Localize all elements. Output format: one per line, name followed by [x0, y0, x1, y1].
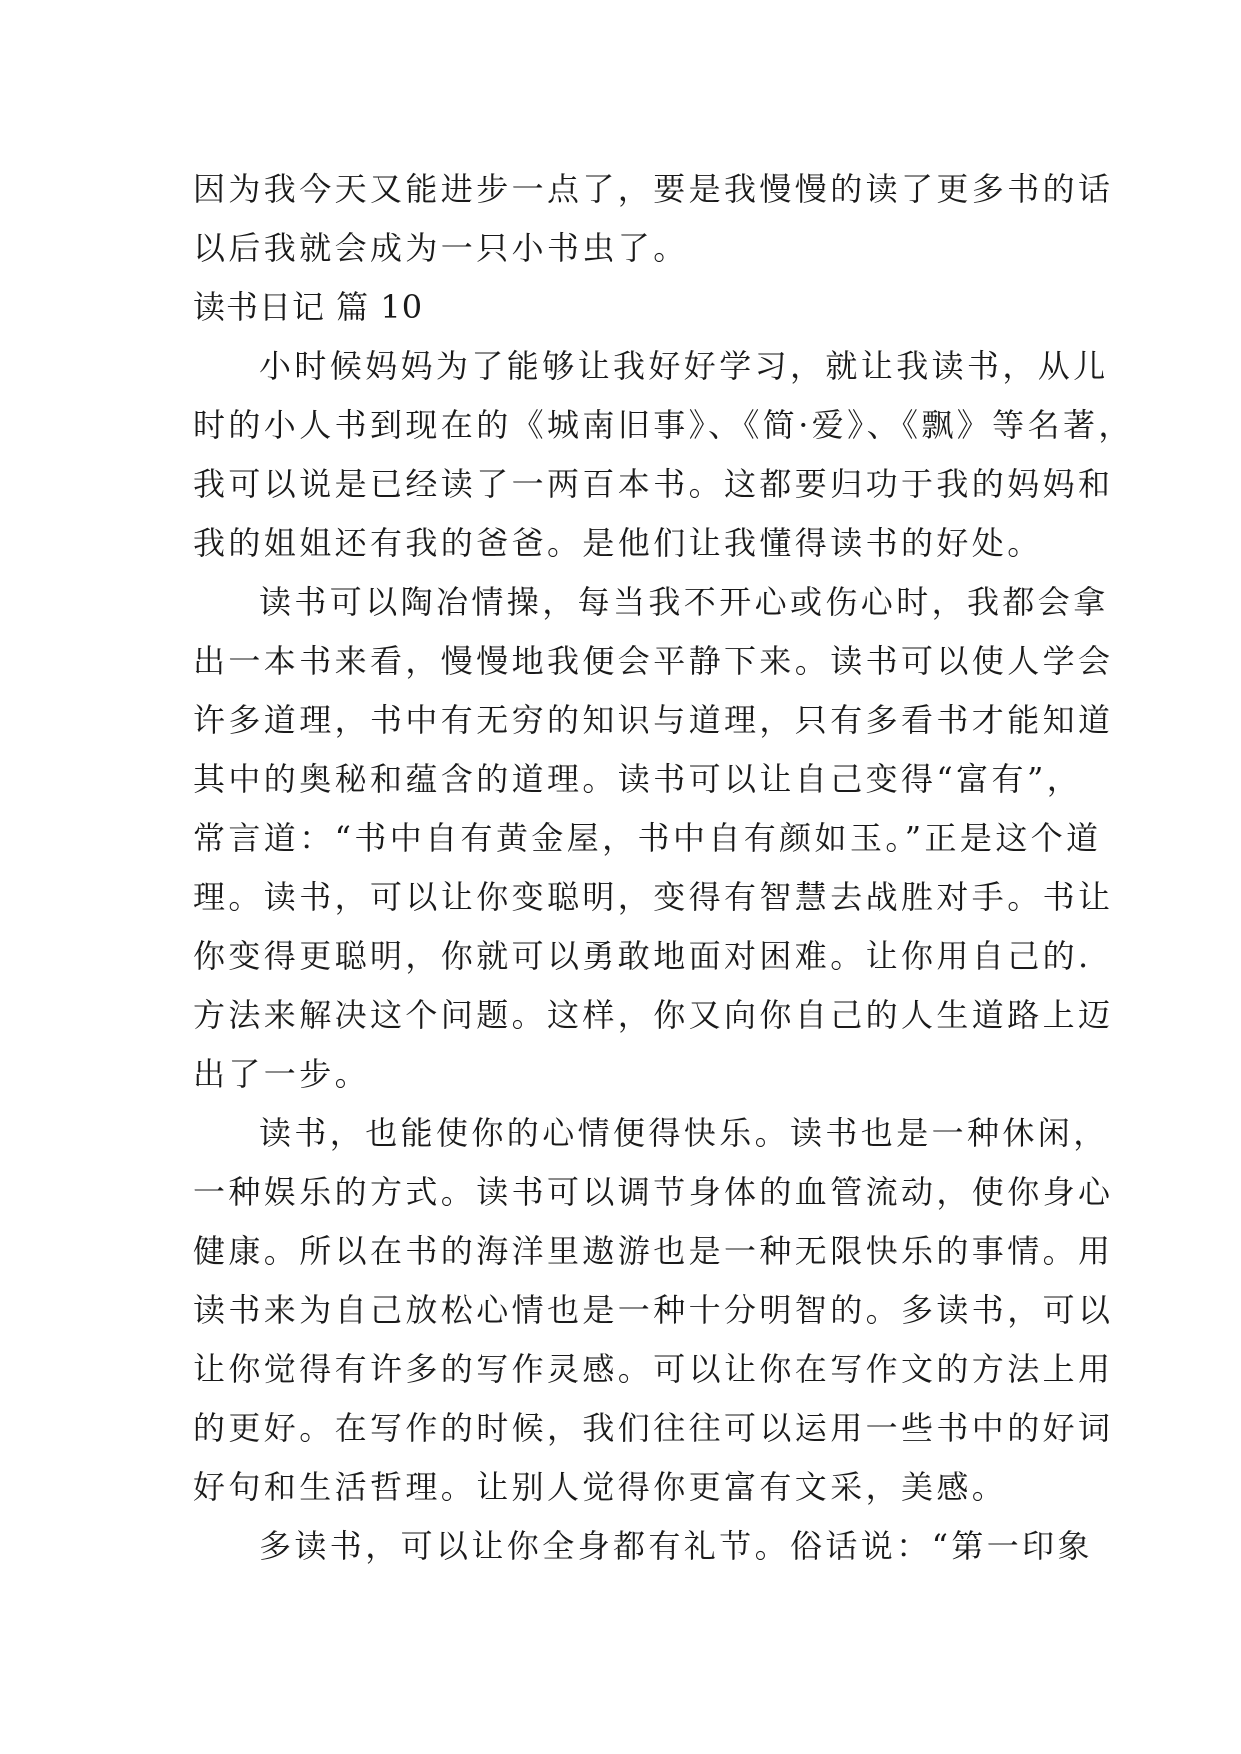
text-line: 多读书，可以让你全身都有礼节。俗话说：“第一印象	[259, 1527, 1093, 1565]
section-heading: 读书日记 篇 10	[193, 288, 424, 326]
text-line: 常言道：“书中自有黄金屋，书中自有颜如玉。”正是这个道	[193, 819, 1102, 857]
text-line: 理。读书，可以让你变聪明，变得有智慧去战胜对手。书让	[193, 878, 1114, 916]
text-line: 小时候妈妈为了能够让我好好学习，就让我读书，从儿	[259, 347, 1109, 385]
text-line: 你变得更聪明，你就可以勇敢地面对困难。让你用自己的.	[193, 937, 1092, 975]
text-line: 读书来为自己放松心情也是一种十分明智的。多读书，可以	[193, 1291, 1114, 1329]
text-line: 我可以说是已经读了一两百本书。这都要归功于我的妈妈和	[193, 465, 1114, 503]
text-line: 许多道理，书中有无穷的知识与道理，只有多看书才能知道	[193, 701, 1114, 739]
text-line: 出一本书来看，慢慢地我便会平静下来。读书可以使人学会	[193, 642, 1114, 680]
text-line: 时的小人书到现在的《城南旧事》、《简·爱》、《飘》等名著，	[193, 406, 1134, 444]
text-line: 出了一步。	[193, 1055, 371, 1093]
text-line: 读书可以陶冶情操，每当我不开心或伤心时，我都会拿	[259, 583, 1109, 621]
text-line: 其中的奥秘和蕴含的道理。读书可以让自己变得“富有”，	[193, 760, 1083, 798]
text-line: 以后我就会成为一只小书虫了。	[193, 229, 689, 267]
document-body	[193, 160, 1134, 1576]
text-line: 一种娱乐的方式。读书可以调节身体的血管流动，使你身心	[193, 1173, 1114, 1211]
text-line: 读书，也能使你的心情便得快乐。读书也是一种休闲，	[259, 1114, 1109, 1152]
text-line: 的更好。在写作的时候，我们往往可以运用一些书中的好词	[193, 1409, 1114, 1447]
text-line: 因为我今天又能进步一点了，要是我慢慢的读了更多书的话	[193, 170, 1114, 208]
text-line: 让你觉得有许多的写作灵感。可以让你在写作文的方法上用	[193, 1350, 1114, 1388]
text-line: 我的姐姐还有我的爸爸。是他们让我懂得读书的好处。	[193, 524, 1043, 562]
text-line: 好句和生活哲理。让别人觉得你更富有文采，美感。	[193, 1468, 1008, 1506]
text-line: 方法来解决这个问题。这样，你又向你自己的人生道路上迈	[193, 996, 1114, 1034]
text-line: 健康。所以在书的海洋里遨游也是一种无限快乐的事情。用	[193, 1232, 1114, 1270]
